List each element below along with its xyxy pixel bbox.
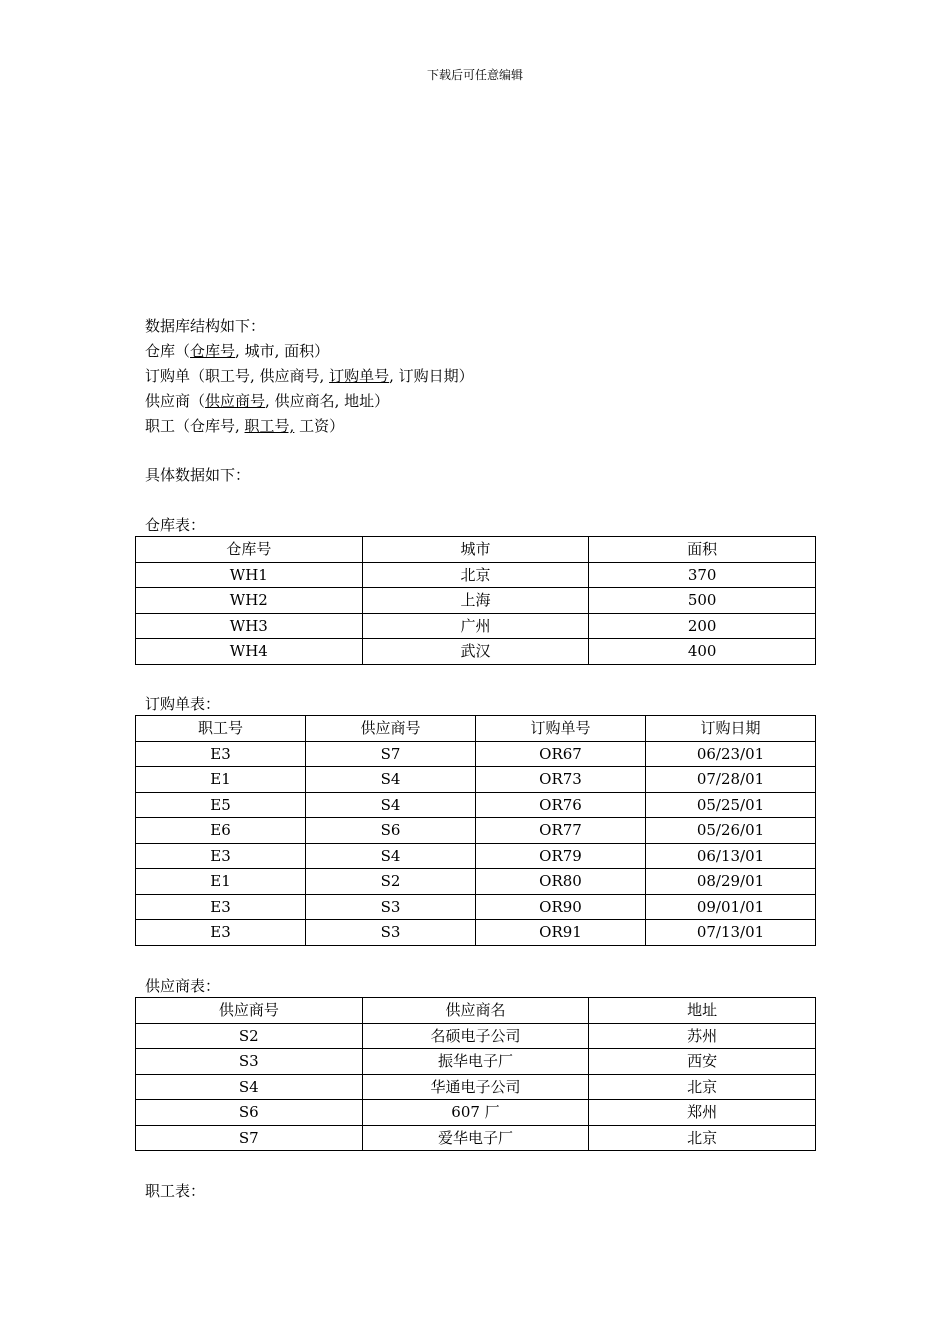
schema-intro: 数据库结构如下： <box>145 317 266 335</box>
schema-warehouse-key: 仓库号 <box>190 342 236 360</box>
table-cell: OR90 <box>476 894 646 920</box>
supplier-table-title: 供应商表： <box>145 977 221 995</box>
schema-warehouse-name: 仓库 <box>145 342 176 360</box>
table-row <box>136 843 816 869</box>
table-cell: 广州 <box>362 613 589 639</box>
table-cell: 郑州 <box>589 1100 816 1126</box>
table-row <box>136 613 816 639</box>
table-row <box>136 562 816 588</box>
table-cell: 06/13/01 <box>646 843 816 869</box>
page-header: 下载后可任意编辑 <box>426 68 523 82</box>
table-cell: 500 <box>589 588 816 614</box>
schema-employee-pre: 职工（仓库号, <box>145 417 245 435</box>
table-cell: 06/23/01 <box>646 741 816 767</box>
table-header-row <box>136 998 816 1024</box>
table-cell: OR76 <box>476 792 646 818</box>
table-row <box>136 869 816 895</box>
order-table-title: 订购单表： <box>145 695 221 713</box>
table-cell: OR77 <box>476 818 646 844</box>
table-cell: E3 <box>136 920 306 946</box>
table-header-cell: 面积 <box>589 537 816 563</box>
table-cell: E3 <box>136 741 306 767</box>
table-cell: S4 <box>136 1074 363 1100</box>
table-cell: 09/01/01 <box>646 894 816 920</box>
schema-employee-rest: 工资） <box>294 417 345 435</box>
table-cell: S2 <box>306 869 476 895</box>
table-cell: E1 <box>136 767 306 793</box>
table-row <box>136 792 816 818</box>
table-cell: 名硕电子公司 <box>362 1023 589 1049</box>
table-header-row <box>136 537 816 563</box>
table-row <box>136 767 816 793</box>
table-cell: 07/28/01 <box>646 767 816 793</box>
table-cell: S6 <box>136 1100 363 1126</box>
table-cell: 华通电子公司 <box>362 1074 589 1100</box>
schema-supplier <box>145 389 474 414</box>
table-cell: S3 <box>306 920 476 946</box>
table-cell: S4 <box>306 767 476 793</box>
schema-warehouse-rest: , 城市, 面积） <box>235 342 330 360</box>
table-cell: 北京 <box>589 1074 816 1100</box>
schema-order-rest: , 订购日期） <box>389 367 474 385</box>
table-cell: S6 <box>306 818 476 844</box>
warehouse-table <box>135 536 816 665</box>
table-cell: E6 <box>136 818 306 844</box>
table-cell: 08/29/01 <box>646 869 816 895</box>
table-cell: S2 <box>136 1023 363 1049</box>
table-cell: 振华电子厂 <box>362 1049 589 1075</box>
table-cell: E1 <box>136 869 306 895</box>
table-header-cell: 供应商号 <box>306 716 476 742</box>
table-cell: 05/26/01 <box>646 818 816 844</box>
table-row <box>136 588 816 614</box>
table-cell: OR79 <box>476 843 646 869</box>
table-cell: E3 <box>136 843 306 869</box>
order-table <box>135 715 816 946</box>
schema-employee <box>145 414 474 439</box>
table-cell: WH1 <box>136 562 363 588</box>
table-header-cell: 订购单号 <box>476 716 646 742</box>
table-row <box>136 920 816 946</box>
table-cell: S4 <box>306 843 476 869</box>
table-cell: 北京 <box>589 1125 816 1151</box>
table-cell: E5 <box>136 792 306 818</box>
table-cell: 西安 <box>589 1049 816 1075</box>
table-cell: 05/25/01 <box>646 792 816 818</box>
table-header-cell: 供应商名 <box>362 998 589 1024</box>
schema-order <box>145 364 474 389</box>
table-cell: OR80 <box>476 869 646 895</box>
schema-description <box>145 314 474 439</box>
schema-supplier-rest: , 供应商名, 地址） <box>265 392 390 410</box>
table-row <box>136 1074 816 1100</box>
table-cell: 200 <box>589 613 816 639</box>
table-cell: 607 厂 <box>362 1100 589 1126</box>
warehouse-table-title: 仓库表： <box>145 516 206 534</box>
schema-supplier-key: 供应商号 <box>205 392 266 410</box>
table-header-row <box>136 716 816 742</box>
table-row <box>136 1125 816 1151</box>
table-row <box>136 1100 816 1126</box>
table-header-cell: 订购日期 <box>646 716 816 742</box>
table-cell: 07/13/01 <box>646 920 816 946</box>
table-row <box>136 741 816 767</box>
table-header-cell: 城市 <box>362 537 589 563</box>
table-row <box>136 894 816 920</box>
schema-order-key: 订购单号 <box>329 367 390 385</box>
table-cell: WH2 <box>136 588 363 614</box>
supplier-table <box>135 997 816 1151</box>
table-cell: S4 <box>306 792 476 818</box>
table-cell: 苏州 <box>589 1023 816 1049</box>
table-cell: WH3 <box>136 613 363 639</box>
table-cell: 爱华电子厂 <box>362 1125 589 1151</box>
table-row <box>136 1049 816 1075</box>
table-header-cell: 地址 <box>589 998 816 1024</box>
table-cell: S7 <box>306 741 476 767</box>
table-row <box>136 818 816 844</box>
schema-supplier-name: 供应商 <box>145 392 191 410</box>
data-intro: 具体数据如下： <box>145 466 251 484</box>
table-cell: OR67 <box>476 741 646 767</box>
table-cell: S3 <box>306 894 476 920</box>
table-cell: 上海 <box>362 588 589 614</box>
table-row <box>136 639 816 665</box>
table-cell: OR73 <box>476 767 646 793</box>
table-cell: E3 <box>136 894 306 920</box>
table-cell: S7 <box>136 1125 363 1151</box>
table-cell: 400 <box>589 639 816 665</box>
table-row <box>136 1023 816 1049</box>
table-header-cell: 仓库号 <box>136 537 363 563</box>
schema-employee-key: 职工号, <box>244 417 295 435</box>
table-cell: OR91 <box>476 920 646 946</box>
table-cell: S3 <box>136 1049 363 1075</box>
table-cell: 370 <box>589 562 816 588</box>
employee-table-title: 职工表： <box>145 1182 206 1200</box>
schema-warehouse-open: （ <box>175 342 191 360</box>
schema-warehouse <box>145 339 474 364</box>
table-cell: 武汉 <box>362 639 589 665</box>
table-header-cell: 供应商号 <box>136 998 363 1024</box>
schema-supplier-open: （ <box>190 392 206 410</box>
schema-order-pre: 订购单（职工号, 供应商号, <box>145 367 330 385</box>
table-cell: 北京 <box>362 562 589 588</box>
table-header-cell: 职工号 <box>136 716 306 742</box>
table-cell: WH4 <box>136 639 363 665</box>
